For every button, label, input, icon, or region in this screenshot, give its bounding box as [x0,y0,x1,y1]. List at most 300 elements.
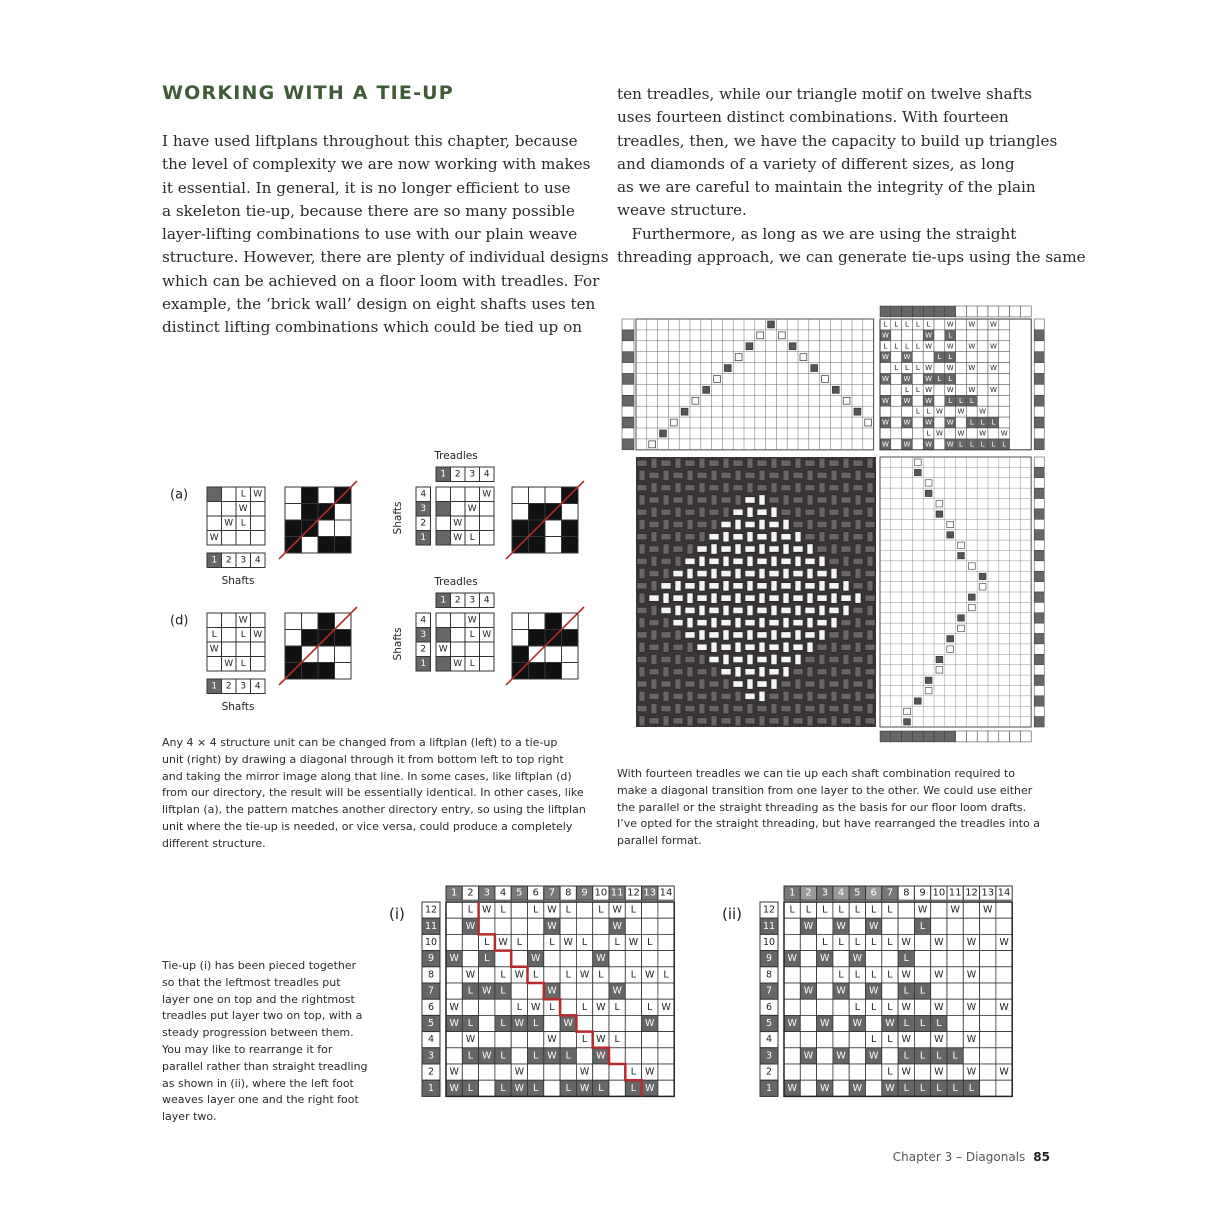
weave-float [733,558,743,564]
tieup-mark: W [547,920,557,932]
footer-chapter: Chapter 3 – Diagonals [892,1150,1026,1164]
weave-float [661,460,671,466]
treadling-side-cell [1034,592,1044,602]
weave-float [723,507,729,517]
unit-mark: W [453,518,463,529]
block-cell [318,487,335,504]
tieup-cell [625,1015,641,1031]
treadling-side-cell [1034,675,1044,685]
weave-float [867,679,873,689]
text-line: threading approach, we can generate tie-ups using the same [617,248,1086,267]
tieup-mark: L [822,904,828,916]
tieup-cell [658,902,674,918]
weave-float [673,669,683,675]
tieup-cell [980,1064,996,1080]
draft-tieup-mark: L [1002,440,1007,449]
block-cell [285,504,302,521]
text-line: weaves layer one and the right foot [162,1093,359,1107]
bottom-treadle-number-cell [923,731,934,742]
threading-mark [724,365,731,372]
weave-float [673,497,683,503]
shaft-number: 5 [427,1018,435,1029]
weave-float [843,507,849,517]
tieup-cell [947,1064,963,1080]
tieup-cell [947,918,963,934]
treadle-number: 1 [450,887,458,899]
weave-float [819,703,825,713]
tieup-cell [947,951,963,967]
tieup-cell [479,999,495,1015]
tieup-mark: L [598,969,604,981]
draft-tieup-mark: W [903,440,911,449]
weave-float [819,630,825,640]
weave-float [687,519,693,529]
weave-float [841,620,851,626]
weave-float [721,693,731,699]
block-cell [302,663,319,680]
weave-float [723,458,729,468]
weave-float [685,583,695,589]
tieup-cell [882,1048,898,1064]
tieup-cell [996,951,1012,967]
bottom-treadle-number-cell [999,731,1010,742]
treadling-side-cell [1034,696,1044,706]
draft-tieup-mark: W [881,396,889,405]
tieup-cell [849,1032,865,1048]
unit-mark: W [482,629,492,640]
weave-float [723,581,729,591]
treadle-number: 4 [837,887,845,899]
threading-mark [681,408,688,415]
draft-treadle-number-cell [902,306,913,317]
draft-tieup-cell [891,428,902,439]
tieup-cell [446,934,462,950]
tieup-cell [980,1015,996,1031]
block-cell [335,537,352,554]
weave-float [855,667,861,677]
weave-float [843,458,849,468]
tieup-mark: L [500,985,506,997]
weave-float [723,532,729,542]
weave-float [793,570,803,576]
tieup-cell [658,1015,674,1031]
tieup-mark: L [647,937,653,948]
caption-left [162,735,586,853]
block-cell [512,613,529,630]
draft-tieup-cell [891,395,902,406]
treadling-side-cell [1034,654,1044,664]
weave-float [795,679,801,689]
draft-tieup-mark: L [905,342,909,351]
tieup-mark: L [919,1082,926,1094]
tieup-cell [996,1048,1012,1064]
tieup-cell [882,918,898,934]
draft-tieup-cell [977,319,988,330]
unit-mark: W [453,532,463,543]
tieup-mark: W [612,920,622,932]
unit-cell [480,613,495,628]
tieup-mark: L [936,1050,942,1062]
weave-float [711,691,717,701]
draft-tieup-cell [999,330,1010,341]
weave-float [843,556,849,566]
shaft-number: 7 [765,985,773,997]
tieup-mark: W [449,1082,459,1094]
weave-float [637,705,647,711]
weave-float [841,521,851,527]
weave-float [663,470,669,480]
weave-float [781,583,791,589]
weave-float [661,583,671,589]
treadle-number: 4 [499,887,507,899]
weave-float [723,654,729,664]
draft-tieup-mark: W [968,320,976,329]
treadling-side-cell [1034,706,1044,716]
weave-float [793,472,803,478]
tieup-cell [947,983,963,999]
weave-float [649,570,659,576]
draft-tieup-mark: W [925,396,933,405]
tieup-mark: L [533,1082,539,1094]
draft-treadle-number-cell [956,306,967,317]
unit-cell [480,516,495,531]
draft-tieup-cell [902,406,913,417]
draft-tieup-cell [966,330,977,341]
block-cell [318,646,335,663]
draft-tieup-mark: L [894,364,899,373]
weave-float [831,519,837,529]
treadle-number: 6 [870,887,877,899]
tieup-cell [609,1064,625,1080]
block-cell [285,630,302,647]
tieup-cell [576,918,592,934]
text-line: steady progression between them. [162,1026,354,1040]
tieup-mark: L [549,937,555,948]
tieup-cell [658,934,674,950]
draft-tieup-cell [912,374,923,385]
tieup-cell [996,1032,1012,1048]
tieup-cell [462,934,478,950]
tieup-cell [800,1064,816,1080]
draft-treadle-number-cell [923,306,934,317]
weave-float [651,630,657,640]
tieup-mark: W [820,1018,830,1029]
weave-float [783,716,789,726]
draft-tieup-cell [912,439,923,450]
weave-float [639,667,645,677]
tieup-cell [914,934,930,950]
weave-float [711,593,717,603]
shaft-number: 9 [427,953,435,965]
draft-tieup-cell [934,363,945,374]
weave-float [867,458,873,468]
weave-float [769,472,779,478]
tieup-cell [914,951,930,967]
weave-float [793,644,803,650]
shaft-number: 12 [762,904,776,916]
tieup-mark: L [838,969,844,981]
shaft-number: 8 [427,969,435,981]
treadle-number: 1 [440,595,447,606]
tieup-cell [980,1032,996,1048]
tieup-cell [495,1032,511,1048]
draft-tieup-mark: W [925,374,933,383]
weave-float [745,521,755,527]
tieup-cell [800,1015,816,1031]
draft-shaft-number-cell [622,439,634,450]
weave-float [757,460,767,466]
weave-float [733,607,743,613]
treadle-number: 2 [805,887,812,899]
weave-float [855,593,861,603]
tieup-mark: W [934,1066,944,1078]
weave-float [843,483,849,493]
draft-tieup-mark: L [980,440,985,449]
weave-float [807,495,813,505]
tieup-mark: W [596,1001,606,1013]
tieup-i-figure [420,885,685,1110]
tieup-mark: L [614,1001,620,1013]
draft-tieup-mark: W [946,440,954,449]
weave-float [697,718,707,724]
shaft-number: 3 [420,503,427,514]
block-cell [545,613,562,630]
weave-float [865,546,875,552]
tieup-mark: L [533,969,539,981]
tieup-mark: L [467,1018,474,1029]
draft-right-shaft-cell [1034,384,1044,395]
draft-tieup-cell [891,417,902,428]
draft-tieup-cell [999,395,1010,406]
tieup-mark: W [803,1050,814,1062]
draft-shaft-number-cell [622,363,634,374]
unit-cell [222,531,237,546]
draft-tieup-cell [999,384,1010,395]
weave-float [805,583,815,589]
weave-float [675,679,681,689]
treadling-side-cell [1034,623,1044,633]
weave-float [841,497,851,503]
treadle-number: 8 [903,887,910,899]
shaft-number: 12 [424,904,438,916]
draft-tieup-mark: W [935,407,943,416]
treadling-mark [904,719,911,725]
tieup-cell [947,967,963,983]
weave-float [817,521,827,527]
weave-float [663,618,669,628]
treadle-number: 3 [469,595,476,606]
weave-float [745,718,755,724]
tieup-cell [528,1032,544,1048]
tieup-mark: W [787,1082,797,1094]
treadling-side-cell [1034,457,1044,467]
block-cell [512,630,529,647]
weave-float [745,497,755,503]
bottom-treadle-number-cell [945,731,956,742]
weave-float [661,681,671,687]
weave-float [841,693,851,699]
draft-tieup-cell [966,428,977,439]
tieup-cell [511,983,527,999]
threading-mark [735,354,742,361]
weave-float [855,716,861,726]
weave-float [759,544,765,554]
weave-float [805,705,815,711]
draft-tieup-mark: W [946,320,954,329]
weave-float [771,630,777,640]
weave-float [711,667,717,677]
threading-mark [703,386,710,393]
weave-float [685,632,695,638]
tieup-cell [446,902,462,918]
tieup-cell [882,983,898,999]
draft-shaft-number-cell [622,395,634,406]
weave-float [687,568,693,578]
weave-float [831,618,837,628]
weave-float [817,644,827,650]
weave-float [721,570,731,576]
treadling-mark [914,459,921,465]
tieup-mark: W [966,937,977,948]
unit-mark: L [211,629,217,640]
shaft-number: 7 [427,985,435,997]
tieup-cell [849,1048,865,1064]
draft-tieup-mark: W [881,418,889,427]
draft-tieup-mark: L [991,418,996,427]
draft-tieup-cell [999,352,1010,363]
weave-float [721,546,731,552]
tieup-cell [658,1032,674,1048]
draft-shaft-number-cell [622,428,634,439]
weave-float [639,691,645,701]
page-number: 85 [1033,1150,1050,1164]
weave-float [831,568,837,578]
weave-float [675,532,681,542]
weave-float [747,556,753,566]
unit-mark: W [209,644,219,655]
small-unit-figure [160,445,600,715]
treadling-mark [979,584,986,590]
weave-float [649,546,659,552]
draft-tieup-mark: W [881,440,889,449]
tieup-mark: L [838,937,844,948]
treadle-number: 9 [919,887,926,899]
weave-float [855,519,861,529]
tieup-mark: L [565,1050,571,1062]
weave-float [865,693,875,699]
tieup-mark: W [999,937,1009,948]
weave-float [663,667,669,677]
tieup-mark: L [936,1082,942,1094]
bottom-treadle-number-cell [880,731,891,742]
shafts-side-label-d: Shafts [392,627,404,661]
weave-float [723,556,729,566]
treadle-number: 6 [532,887,539,899]
unit-cell [251,613,266,628]
draft-tieup-cell [934,384,945,395]
tieup-mark: W [934,969,944,981]
draft-treadle-number-cell [988,306,999,317]
treadle-number: 12 [627,887,640,899]
text-line: With fourteen treadles we can tie up each shaft combination required to [617,767,1016,780]
weave-float [781,460,791,466]
shaft-number: 5 [765,1018,773,1029]
unit-cell [207,657,222,672]
draft-tieup-cell [945,406,956,417]
block-cell [512,520,529,537]
tieup-mark: W [563,1018,573,1029]
tieup-cell [479,1015,495,1031]
draft-tieup-cell [912,428,923,439]
tieup-mark: L [854,1001,860,1013]
unit-cell [222,502,237,517]
weave-float [721,595,731,601]
shaft-number: 3 [427,1050,435,1062]
unit-cell [436,657,451,672]
tieup-cell [800,951,816,967]
weave-float [831,716,837,726]
threading-mark [832,386,839,393]
draft-tieup-cell [977,363,988,374]
draft-tieup-cell [934,319,945,330]
treadling-mark [914,469,921,475]
weave-float [769,595,779,601]
weave-float [639,495,645,505]
unit-cell [236,531,251,546]
tieup-cell [980,934,996,950]
tieup-mark: W [596,953,606,965]
draft-tieup-mark: L [959,440,963,449]
weave-float [639,544,645,554]
treadling-side-cell [1034,530,1044,540]
weave-float [675,458,681,468]
unit-cell [465,642,480,657]
weave-float [783,519,789,529]
weave-float [661,509,671,515]
tieup-mark: W [868,985,879,997]
text-line: Furthermore, as long as we are using the straight [617,224,1017,243]
draft-tieup-mark: L [915,320,920,329]
tieup-cell [817,1032,833,1048]
weave-float [793,595,803,601]
draft-tieup-cell [945,428,956,439]
tieup-cell [914,1064,930,1080]
draft-tieup-mark: L [905,385,909,394]
weave-float [819,581,825,591]
tieup-mark: W [901,1066,911,1078]
weave-float [675,630,681,640]
bottom-treadle-number-cell [956,731,967,742]
weave-float [745,693,755,699]
unit-mark: L [469,629,475,640]
draft-tieup-cell [891,384,902,395]
draft-tieup-cell [956,363,967,374]
weave-float [817,620,827,626]
tieup-mark: W [482,985,492,997]
tieup-mark: W [852,1082,863,1094]
weave-float [795,458,801,468]
draft-tieup-cell [880,428,891,439]
weave-float [819,532,825,542]
weave-float [723,703,729,713]
bottom-treadle-number-cell [988,731,999,742]
weave-float [805,656,815,662]
tieup-mark: L [871,1034,877,1046]
draft-tieup-mark: L [959,396,963,405]
tieup-mark: W [596,1034,606,1046]
weave-float [697,497,707,503]
weave-float [865,497,875,503]
